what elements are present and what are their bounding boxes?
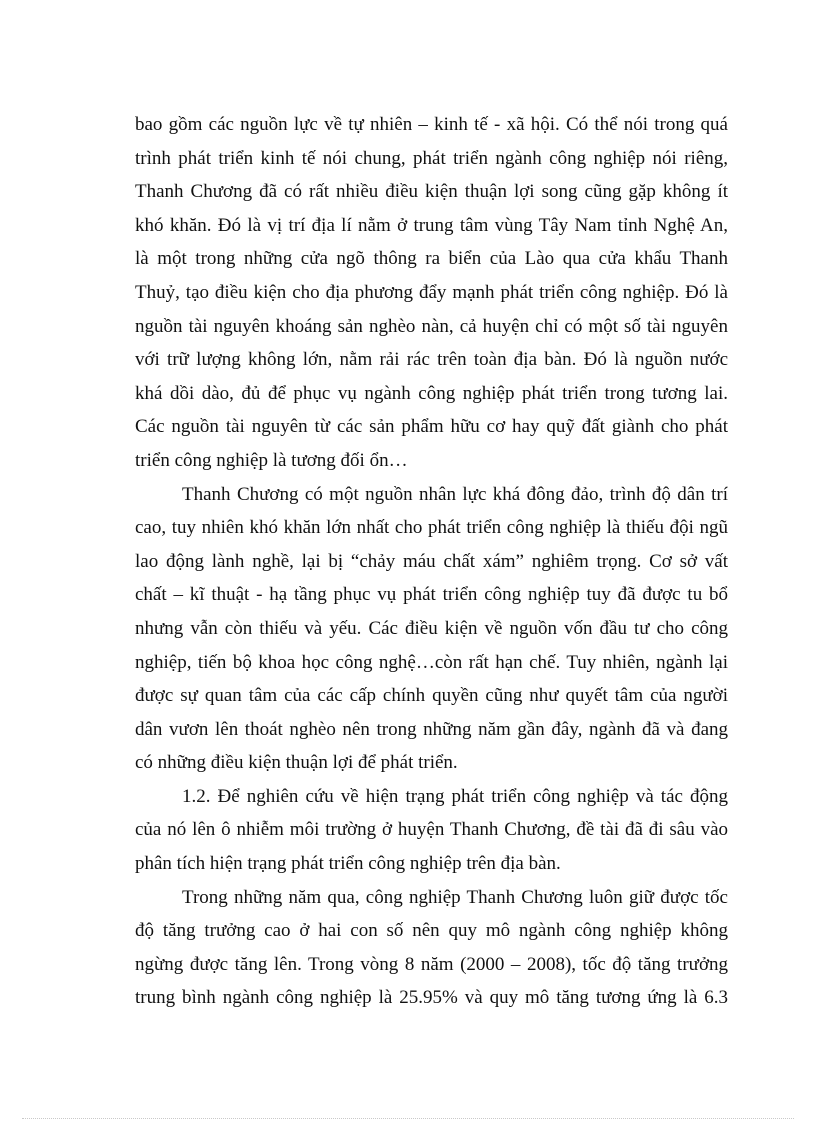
text-line: trung bình ngành công nghiệp là 25.95% và quy mô tăng tương ứng là 6.3 (135, 987, 728, 1009)
paragraph-natural-conditions (135, 108, 728, 478)
text-line: có những điều kiện thuận lợi để phát triển. (135, 752, 458, 774)
text-line: nghiệp, tiến bộ khoa học công nghệ…còn rất hạn chế. Tuy nhiên, ngành lại (135, 651, 728, 673)
page-bottom-divider (22, 1118, 794, 1119)
text-line: dân vươn lên thoát nghèo nên trong những năm gần đây, ngành đã và đang (135, 718, 728, 740)
text-line: ngừng được tăng lên. Trong vòng 8 năm (2000 – 2008), tốc độ tăng trưởng (135, 953, 728, 975)
text-line: cao, tuy nhiên khó khăn lớn nhất cho phát triển công nghiệp là thiếu đội ngũ (135, 517, 728, 539)
text-line: được sự quan tâm của các cấp chính quyền cũng như quyết tâm của người (135, 685, 728, 707)
text-line: Thanh Chương có một nguồn nhân lực khá đông đảo, trình độ dân trí (182, 483, 728, 505)
text-line: Các nguồn tài nguyên từ các sản phẩm hữu cơ hay quỹ đất giành cho phát (135, 416, 728, 438)
text-line: chất – kĩ thuật - hạ tầng phục vụ phát triển công nghiệp tuy đã được tu bổ (135, 584, 728, 606)
text-line: nguồn tài nguyên khoáng sản nghèo nàn, cả huyện chỉ có một số tài nguyên (135, 315, 728, 337)
text-line: là một trong những cửa ngõ thông ra biển của Lào qua cửa khẩu Thanh (135, 248, 728, 270)
text-line: Thuỷ, tạo điều kiện cho địa phương đẩy mạnh phát triển công nghiệp. Đó là (135, 281, 728, 303)
text-line: với trữ lượng không lớn, nằm rải rác trên toàn địa bàn. Đó là nguồn nước (135, 349, 728, 371)
text-line: phân tích hiện trạng phát triển công nghiệp trên địa bàn. (135, 853, 561, 875)
text-line: khá dồi dào, đủ để phục vụ ngành công nghiệp phát triển trong tương lai. (135, 382, 728, 404)
text-line: khó khăn. Đó là vị trí địa lí nằm ở trung tâm vùng Tây Nam tỉnh Nghệ An, (135, 214, 728, 236)
text-line: Thanh Chương đã có rất nhiều điều kiện thuận lợi song cũng gặp không ít (135, 181, 728, 203)
paragraph-section-1-2 (135, 780, 728, 881)
text-line: Trong những năm qua, công nghiệp Thanh Chương luôn giữ được tốc (182, 886, 728, 908)
text-line: trình phát triển kinh tế nói chung, phát triển ngành công nghiệp nói riêng, (135, 147, 728, 169)
text-line: triển công nghiệp là tương đối ổn… (135, 449, 408, 471)
text-line: 1.2. Để nghiên cứu về hiện trạng phát triển công nghiệp và tác động (182, 785, 728, 807)
document-body (135, 108, 728, 1015)
text-line: bao gồm các nguồn lực về tự nhiên – kinh tế - xã hội. Có thể nói trong quá (135, 114, 728, 135)
text-line: lao động lành nghề, lại bị “chảy máu chất xám” nghiêm trọng. Cơ sở vất (135, 550, 728, 572)
paragraph-growth (135, 881, 728, 1015)
text-line: độ tăng trưởng cao ở hai con số nên quy mô ngành công nghiệp không (135, 920, 728, 942)
paragraph-human-resources (135, 478, 728, 780)
text-line: nhưng vẫn còn thiếu và yếu. Các điều kiện về nguồn vốn đầu tư cho công (135, 617, 728, 639)
text-line: của nó lên ô nhiễm môi trường ở huyện Thanh Chương, đề tài đã đi sâu vào (135, 819, 728, 841)
